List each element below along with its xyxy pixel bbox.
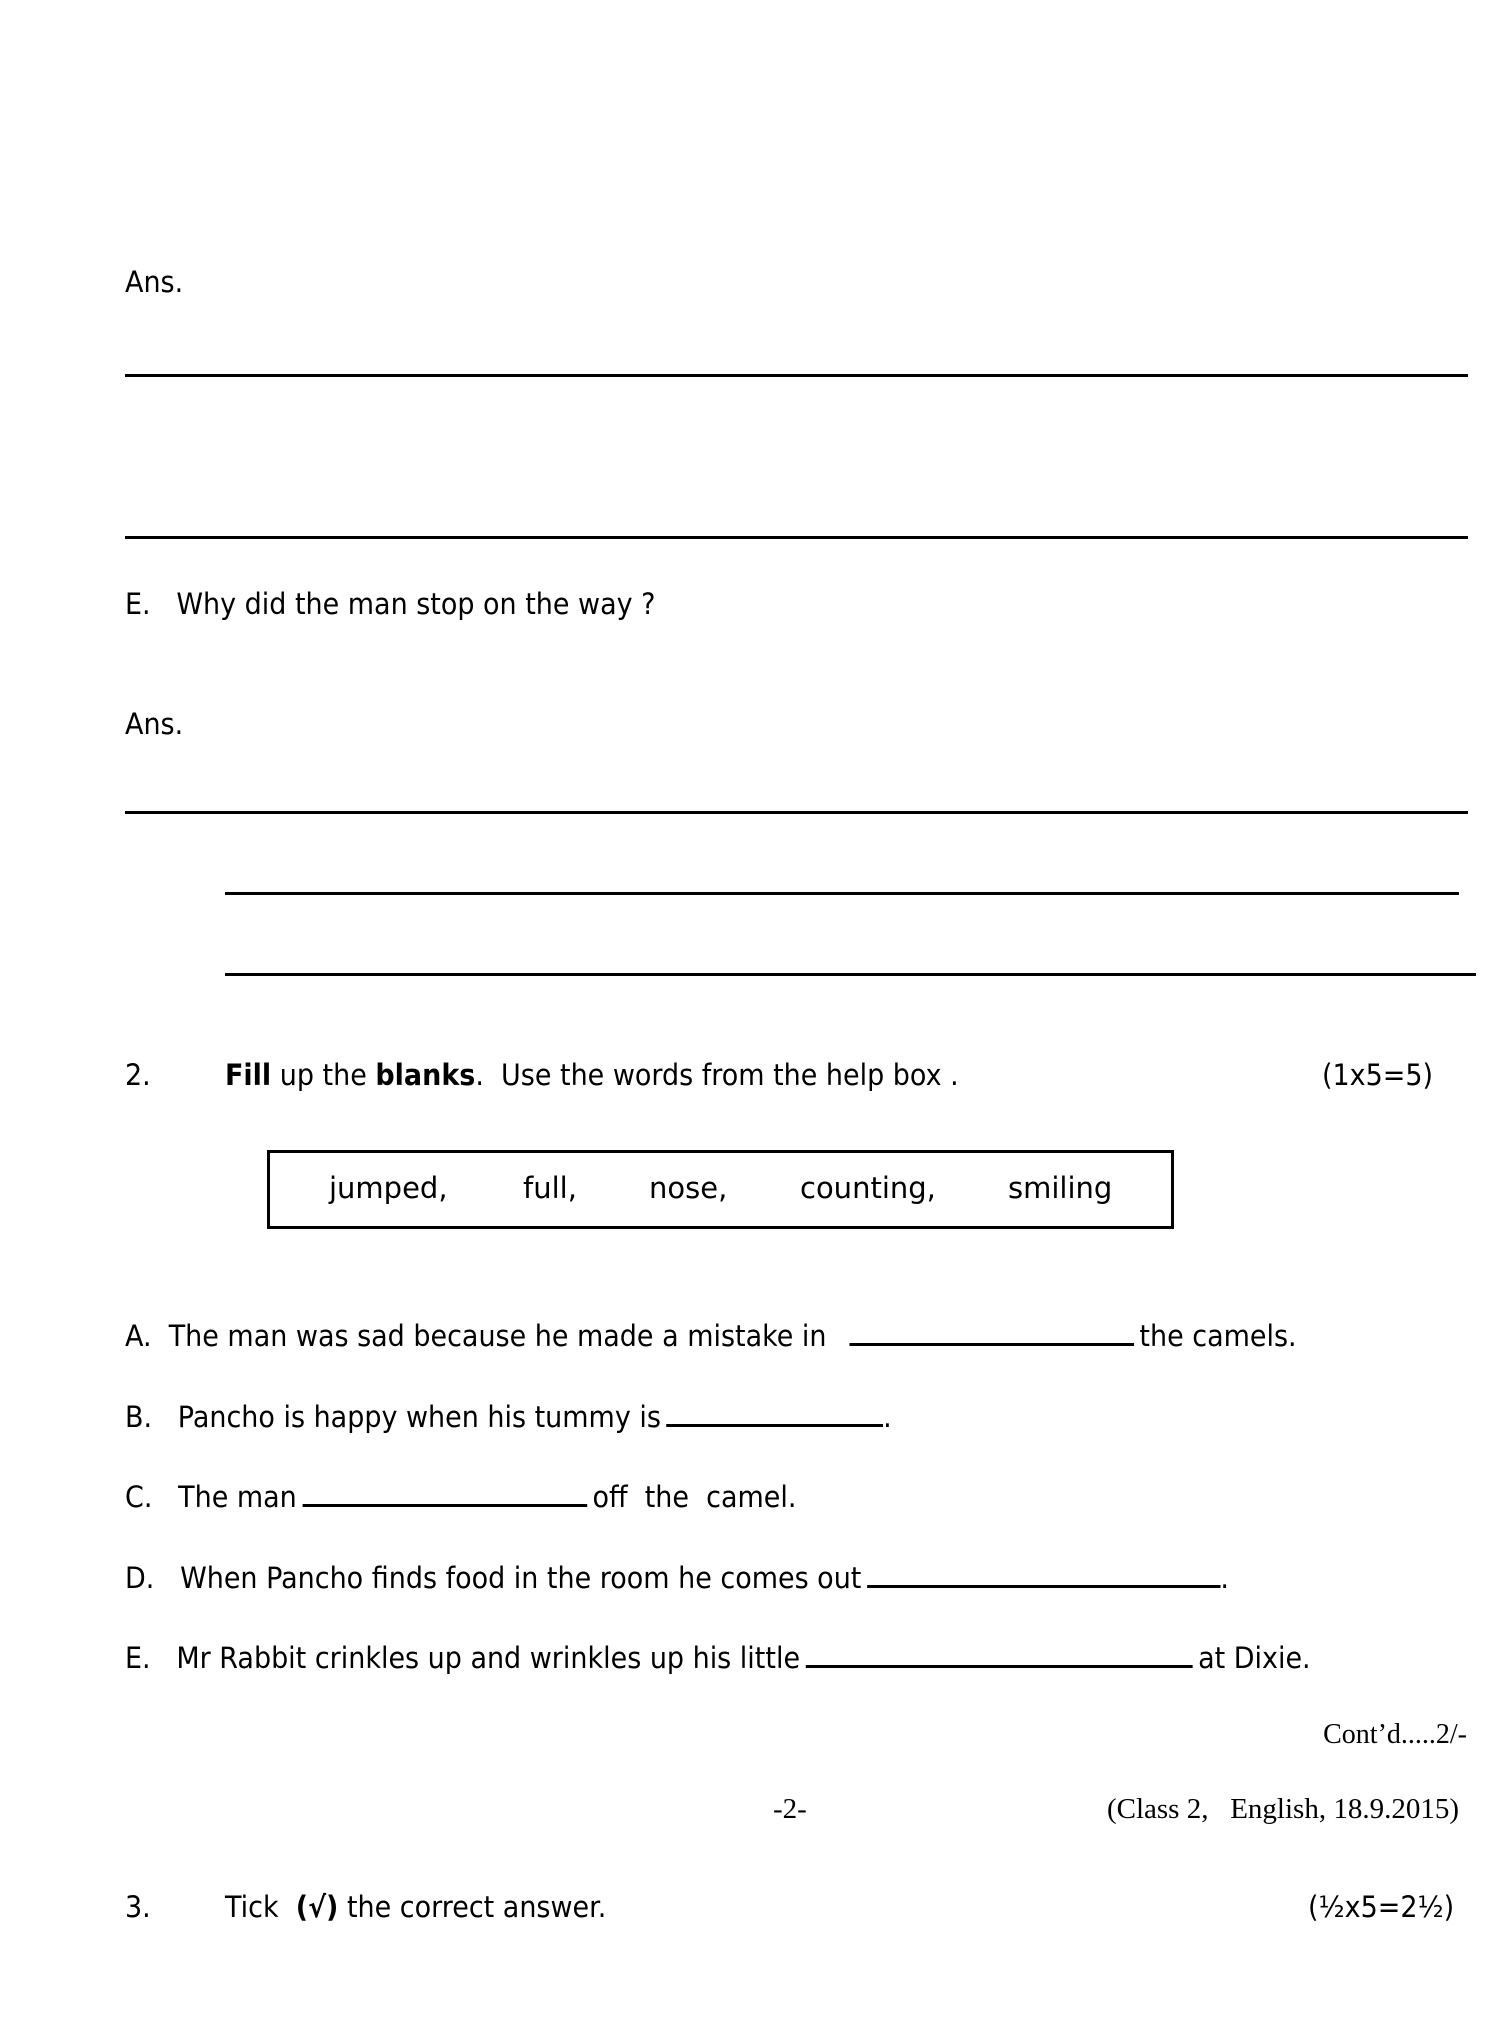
help-box: [267, 1150, 1174, 1229]
instruction-bold-fill: Fill: [225, 1058, 272, 1092]
help-word: nose,: [649, 1171, 728, 1205]
blank-input[interactable]: [806, 1641, 1193, 1668]
page-header-info: (Class 2, English, 18.9.2015): [1106, 1793, 1459, 1825]
item-text: off the camel.: [592, 1480, 797, 1514]
instruction-bold-blanks: blanks: [375, 1058, 476, 1092]
continued-note: Cont’d.....2/-: [1323, 1719, 1467, 1750]
help-word: jumped,: [329, 1171, 448, 1205]
instruction-text: up the: [271, 1058, 376, 1092]
question-1e: [125, 586, 655, 622]
item-text: Mr Rabbit crinkles up and wrinkles up his little: [176, 1641, 801, 1675]
item-text: When Pancho finds food in the room he comes out: [180, 1561, 862, 1595]
answer-line[interactable]: [125, 374, 1468, 377]
question-3-instruction: [225, 1889, 606, 1925]
marks: (½x5=2½): [1308, 1890, 1455, 1924]
answer-line[interactable]: [125, 536, 1468, 539]
help-word: counting,: [800, 1171, 936, 1205]
question-2-instruction: [225, 1057, 959, 1093]
help-word: full,: [523, 1171, 577, 1205]
tick-icon: (√): [295, 1890, 339, 1924]
item-text: The man was sad because he made a mistake in: [168, 1319, 827, 1353]
instruction-text: . Use the words from the help box .: [475, 1058, 959, 1092]
instruction-text: Tick: [225, 1890, 288, 1924]
marks: (1x5=5): [1322, 1058, 1434, 1092]
item-text: the camels.: [1139, 1319, 1297, 1353]
question-text: Why did the man stop on the way ?: [176, 587, 656, 621]
item-label: E.: [125, 1641, 151, 1675]
help-word: smiling: [1008, 1171, 1113, 1205]
item-text: at Dixie.: [1198, 1641, 1311, 1675]
item-label: A.: [125, 1319, 152, 1353]
answer-label: Ans.: [125, 707, 184, 741]
item-text: .: [1220, 1561, 1229, 1595]
answer-line[interactable]: [225, 973, 1476, 976]
page-number: -2-: [773, 1793, 807, 1825]
blank-input[interactable]: [849, 1319, 1134, 1346]
answer-line[interactable]: [125, 811, 1468, 814]
blank-input[interactable]: [302, 1480, 587, 1507]
item-text: The man: [178, 1480, 297, 1514]
fill-item-c: [125, 1479, 796, 1515]
blank-input[interactable]: [867, 1561, 1220, 1588]
question-label: E.: [125, 587, 151, 621]
fill-item-a: [125, 1318, 1297, 1354]
item-text: .: [883, 1400, 892, 1434]
item-label: D.: [125, 1561, 155, 1595]
question-2-number: 2.: [125, 1058, 151, 1092]
blank-input[interactable]: [666, 1400, 883, 1427]
fill-item-d: [125, 1560, 1229, 1596]
instruction-text: the correct answer.: [338, 1890, 607, 1924]
question-3-number: 3.: [125, 1890, 151, 1924]
item-label: C.: [125, 1480, 153, 1514]
answer-line[interactable]: [225, 892, 1459, 895]
fill-item-b: [125, 1399, 892, 1435]
answer-label: Ans.: [125, 265, 184, 299]
fill-item-e: [125, 1640, 1311, 1676]
item-text: Pancho is happy when his tummy is: [177, 1400, 661, 1434]
item-label: B.: [125, 1400, 153, 1434]
